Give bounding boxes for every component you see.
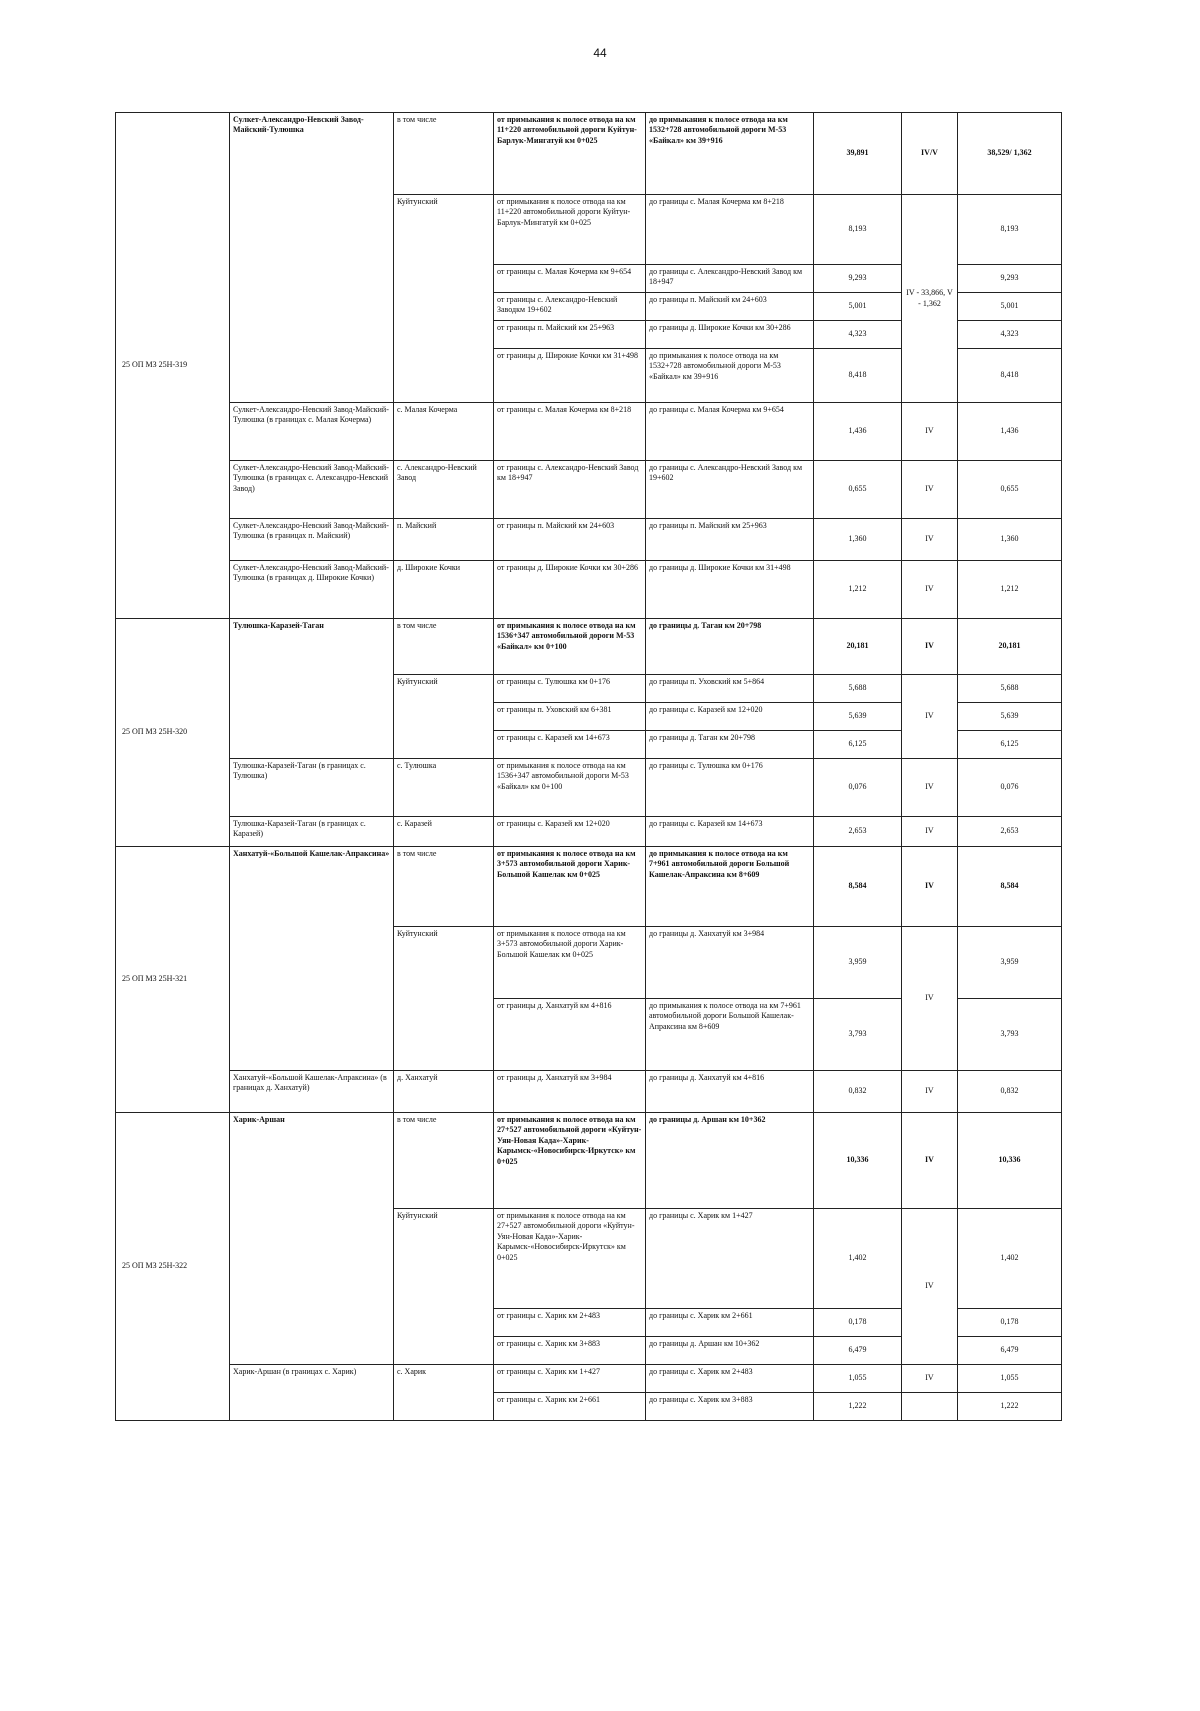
category-cell: IV	[902, 519, 958, 561]
road-name-cell: Харик-Аршан (в границах с. Харик)	[230, 1365, 394, 1421]
settlement-cell: Куйтунский	[394, 1209, 494, 1365]
length-by-category-cell: 10,336	[958, 1113, 1062, 1209]
to-cell: до границы д. Аршан км 10+362	[646, 1337, 814, 1365]
to-cell: до границы с. Александро-Невский Завод км 18+947	[646, 265, 814, 293]
length-cell: 10,336	[814, 1113, 902, 1209]
length-cell: 0,076	[814, 759, 902, 817]
road-id-cell: 25 ОП МЗ 25Н-320	[116, 619, 230, 847]
category-cell: IV	[902, 1365, 958, 1393]
road-name-cell: Сулкет-Александро-Невский Завод-Майский-Тулюшка (в границах д. Широкие Кочки)	[230, 561, 394, 619]
table-row	[116, 1365, 1062, 1393]
to-cell: до границы с. Александро-Невский Завод км 19+602	[646, 461, 814, 519]
settlement-cell: с. Тулюшка	[394, 759, 494, 817]
page-number: 44	[593, 46, 607, 60]
to-cell: до границы с. Каразей км 14+673	[646, 817, 814, 847]
to-cell: до границы п. Майский км 25+963	[646, 519, 814, 561]
from-cell: от границы с. Тулюшка км 0+176	[494, 675, 646, 703]
settlement-cell: с. Каразей	[394, 817, 494, 847]
to-cell: до границы д. Широкие Кочки км 30+286	[646, 321, 814, 349]
from-cell: от примыкания к полосе отвода на км 1536+347 автомобильной дороги М-53 «Байкал» км 0+100	[494, 619, 646, 675]
length-by-category-cell: 1,055	[958, 1365, 1062, 1393]
from-cell: от границы с. Каразей км 14+673	[494, 731, 646, 759]
length-cell: 1,055	[814, 1365, 902, 1393]
from-cell: от границы с. Александро-Невский Завод км 18+947	[494, 461, 646, 519]
settlement-cell: с. Харик	[394, 1365, 494, 1421]
to-cell: до границы д. Ханхатуй км 3+984	[646, 927, 814, 999]
from-cell: от примыкания к полосе отвода на км 11+220 автомобильной дороги Куйтун-Барлук-Мингатуй км 0+025	[494, 195, 646, 265]
to-cell: до границы с. Харик км 2+661	[646, 1309, 814, 1337]
length-by-category-cell: 1,212	[958, 561, 1062, 619]
from-cell: от примыкания к полосе отвода на км 11+220 автомобильной дороги Куйтун-Барлук-Мингатуй км 0+025	[494, 113, 646, 195]
from-cell: от примыкания к полосе отвода на км 3+573 автомобильной дороги Харик-Большой Кашелак км 0+025	[494, 847, 646, 927]
category-cell: IV - 33,866, V - 1,362	[902, 195, 958, 403]
settlement-cell: с. Александро-Невский Завод	[394, 461, 494, 519]
length-cell: 0,832	[814, 1071, 902, 1113]
length-cell: 5,639	[814, 703, 902, 731]
road-name-cell: Ханхатуй-«Большой Кашелак-Апраксина» (в границах д. Ханхатуй)	[230, 1071, 394, 1113]
from-cell: от границы с. Харик км 1+427	[494, 1365, 646, 1393]
length-by-category-cell: 1,402	[958, 1209, 1062, 1309]
length-by-category-cell: 5,688	[958, 675, 1062, 703]
category-cell: IV	[902, 1071, 958, 1113]
length-by-category-cell: 3,959	[958, 927, 1062, 999]
category-cell: IV	[902, 561, 958, 619]
from-cell: от примыкания к полосе отвода на км 3+573 автомобильной дороги Харик-Большой Кашелак км 0+025	[494, 927, 646, 999]
to-cell: до границы с. Харик км 3+883	[646, 1393, 814, 1421]
road-name-cell: Сулкет-Александро-Невский Завод-Майский-Тулюшка (в границах с. Малая Кочерма)	[230, 403, 394, 461]
length-by-category-cell: 6,125	[958, 731, 1062, 759]
from-cell: от границы д. Широкие Кочки км 31+498	[494, 349, 646, 403]
length-cell: 8,584	[814, 847, 902, 927]
length-by-category-cell: 0,832	[958, 1071, 1062, 1113]
to-cell: до границы д. Таган км 20+798	[646, 731, 814, 759]
category-cell: IV/V	[902, 113, 958, 195]
settlement-cell: п. Майский	[394, 519, 494, 561]
table-row	[116, 519, 1062, 561]
settlement-cell: в том числе	[394, 619, 494, 675]
length-cell: 6,125	[814, 731, 902, 759]
category-cell: IV	[902, 461, 958, 519]
from-cell: от границы д. Ханхатуй км 3+984	[494, 1071, 646, 1113]
from-cell: от границы с. Малая Кочерма км 9+654	[494, 265, 646, 293]
category-cell: IV	[902, 1113, 958, 1209]
settlement-cell: д. Широкие Кочки	[394, 561, 494, 619]
settlement-cell: в том числе	[394, 113, 494, 195]
length-by-category-cell: 6,479	[958, 1337, 1062, 1365]
road-id-cell: 25 ОП МЗ 25Н-321	[116, 847, 230, 1113]
length-cell: 0,178	[814, 1309, 902, 1337]
to-cell: до примыкания к полосе отвода на км 1532+728 автомобильной дороги М-53 «Байкал» км 39+916	[646, 113, 814, 195]
length-cell: 1,402	[814, 1209, 902, 1309]
road-id-cell: 25 ОП МЗ 25Н-322	[116, 1113, 230, 1421]
length-by-category-cell: 0,655	[958, 461, 1062, 519]
table-row	[116, 1113, 1062, 1209]
from-cell: от примыкания к полосе отвода на км 1536+347 автомобильной дороги М-53 «Байкал» км 0+100	[494, 759, 646, 817]
category-cell: IV	[902, 847, 958, 927]
settlement-cell: Куйтунский	[394, 927, 494, 1071]
length-by-category-cell: 8,584	[958, 847, 1062, 927]
category-cell: IV	[902, 403, 958, 461]
length-cell: 3,793	[814, 999, 902, 1071]
length-by-category-cell: 4,323	[958, 321, 1062, 349]
road-name-cell: Харик-Аршан	[230, 1113, 394, 1365]
table-row	[116, 759, 1062, 817]
length-by-category-cell: 9,293	[958, 265, 1062, 293]
road-name-cell: Тулюшка-Каразей-Таган (в границах с. Тулюшка)	[230, 759, 394, 817]
length-cell: 8,193	[814, 195, 902, 265]
to-cell: до границы д. Широкие Кочки км 31+498	[646, 561, 814, 619]
settlement-cell: в том числе	[394, 1113, 494, 1209]
length-by-category-cell: 8,193	[958, 195, 1062, 265]
length-by-category-cell: 2,653	[958, 817, 1062, 847]
length-cell: 20,181	[814, 619, 902, 675]
length-cell: 0,655	[814, 461, 902, 519]
roads-table	[115, 112, 1062, 1421]
road-name-cell: Сулкет-Александро-Невский Завод-Майский-Тулюшка (в границах с. Александро-Невский Завод)	[230, 461, 394, 519]
settlement-cell: в том числе	[394, 847, 494, 927]
table-row	[116, 817, 1062, 847]
category-cell: IV	[902, 619, 958, 675]
length-cell: 1,436	[814, 403, 902, 461]
from-cell: от границы с. Харик км 2+483	[494, 1309, 646, 1337]
table-row	[116, 1071, 1062, 1113]
from-cell: от границы д. Ханхатуй км 4+816	[494, 999, 646, 1071]
roads-table-body	[116, 113, 1062, 1421]
table-row	[116, 403, 1062, 461]
to-cell: до границы д. Таган км 20+798	[646, 619, 814, 675]
from-cell: от примыкания к полосе отвода на км 27+527 автомобильной дороги «Куйтун-Уян-Новая Када»-Харик-Карымск-«Новосибирск-Иркутск» км 0+025	[494, 1209, 646, 1309]
length-cell: 6,479	[814, 1337, 902, 1365]
to-cell: до границы с. Малая Кочерма км 9+654	[646, 403, 814, 461]
from-cell: от границы с. Каразей км 12+020	[494, 817, 646, 847]
from-cell: от границы с. Харик км 3+883	[494, 1337, 646, 1365]
to-cell: до границы д. Аршан км 10+362	[646, 1113, 814, 1209]
category-cell: IV	[902, 1209, 958, 1365]
category-cell: IV	[902, 759, 958, 817]
length-cell: 2,653	[814, 817, 902, 847]
category-cell: IV	[902, 675, 958, 759]
to-cell: до границы с. Малая Кочерма км 8+218	[646, 195, 814, 265]
to-cell: до границы п. Уховский км 5+864	[646, 675, 814, 703]
from-cell: от границы п. Уховский км 6+381	[494, 703, 646, 731]
from-cell: от границы п. Майский км 25+963	[494, 321, 646, 349]
length-cell: 4,323	[814, 321, 902, 349]
to-cell: до границы с. Харик км 1+427	[646, 1209, 814, 1309]
length-cell: 1,212	[814, 561, 902, 619]
road-name-cell: Сулкет-Александро-Невский Завод-Майский-Тулюшка (в границах п. Майский)	[230, 519, 394, 561]
to-cell: до границы с. Тулюшка км 0+176	[646, 759, 814, 817]
to-cell: до границы п. Майский км 24+603	[646, 293, 814, 321]
length-by-category-cell: 0,076	[958, 759, 1062, 817]
length-by-category-cell: 3,793	[958, 999, 1062, 1071]
from-cell: от границы с. Александро-Невский Заводкм 19+602	[494, 293, 646, 321]
road-name-cell: Сулкет-Александро-Невский Завод-Майский-Тулюшка	[230, 113, 394, 403]
category-cell: IV	[902, 927, 958, 1071]
length-cell: 39,891	[814, 113, 902, 195]
length-by-category-cell: 0,178	[958, 1309, 1062, 1337]
road-name-cell: Тулюшка-Каразей-Таган (в границах с. Каразей)	[230, 817, 394, 847]
length-by-category-cell: 8,418	[958, 349, 1062, 403]
from-cell: от границы д. Широкие Кочки км 30+286	[494, 561, 646, 619]
table-row	[116, 561, 1062, 619]
length-by-category-cell: 38,529/ 1,362	[958, 113, 1062, 195]
to-cell: до границы с. Каразей км 12+020	[646, 703, 814, 731]
road-name-cell: Ханхатуй-«Большой Кашелак-Апраксина»	[230, 847, 394, 1071]
from-cell: от границы п. Майский км 24+603	[494, 519, 646, 561]
to-cell: до примыкания к полосе отвода на км 7+961 автомобильной дороги Большой Кашелак-Апраксина км 8+609	[646, 999, 814, 1071]
length-by-category-cell: 20,181	[958, 619, 1062, 675]
category-cell: IV	[902, 817, 958, 847]
length-cell: 5,001	[814, 293, 902, 321]
table-row	[116, 461, 1062, 519]
road-id-cell: 25 ОП МЗ 25Н-319	[116, 113, 230, 619]
to-cell: до примыкания к полосе отвода на км 1532+728 автомобильной дороги М-53 «Байкал» км 39+916	[646, 349, 814, 403]
to-cell: до границы с. Харик км 2+483	[646, 1365, 814, 1393]
length-cell: 3,959	[814, 927, 902, 999]
settlement-cell: Куйтунский	[394, 195, 494, 403]
table-row	[116, 619, 1062, 675]
length-cell: 9,293	[814, 265, 902, 293]
from-cell: от границы с. Малая Кочерма км 8+218	[494, 403, 646, 461]
road-name-cell: Тулюшка-Каразей-Таган	[230, 619, 394, 759]
length-by-category-cell: 1,360	[958, 519, 1062, 561]
to-cell: до примыкания к полосе отвода на км 7+961 автомобильной дороги Большой Кашелак-Апраксина км 8+609	[646, 847, 814, 927]
settlement-cell: с. Малая Кочерма	[394, 403, 494, 461]
length-cell: 8,418	[814, 349, 902, 403]
settlement-cell: Куйтунский	[394, 675, 494, 759]
length-cell: 5,688	[814, 675, 902, 703]
settlement-cell: д. Ханхатуй	[394, 1071, 494, 1113]
table-row	[116, 113, 1062, 195]
length-by-category-cell: 1,436	[958, 403, 1062, 461]
length-cell: 1,222	[814, 1393, 902, 1421]
length-by-category-cell: 5,639	[958, 703, 1062, 731]
category-cell	[902, 1393, 958, 1421]
from-cell: от примыкания к полосе отвода на км 27+527 автомобильной дороги «Куйтун-Уян-Новая Када»-Харик-Карымск-«Новосибирск-Иркутск» км 0+025	[494, 1113, 646, 1209]
from-cell: от границы с. Харик км 2+661	[494, 1393, 646, 1421]
length-by-category-cell: 1,222	[958, 1393, 1062, 1421]
to-cell: до границы д. Ханхатуй км 4+816	[646, 1071, 814, 1113]
length-cell: 1,360	[814, 519, 902, 561]
table-row	[116, 847, 1062, 927]
length-by-category-cell: 5,001	[958, 293, 1062, 321]
